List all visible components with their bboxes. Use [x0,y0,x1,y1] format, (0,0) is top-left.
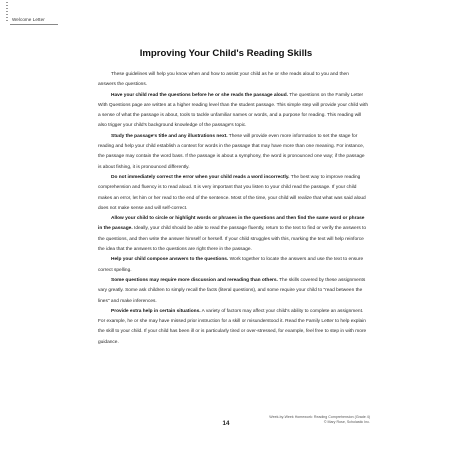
paragraph: Study the passage's title and any illustrations next. These will provide even more information to set the stage for reading and help your child establish a context for words in the passage that may have more than one meaning. For instance, the passage may contain the word bass. If the passage is about a symphony, the word is pronounced one way; if the passage is about fishing, it is pronounced differently. [98,133,365,170]
section-label: Welcome Letter [12,17,45,22]
paragraph: Some questions may require more discussion and rereading than others. The skills covered by these assignments vary greatly. Some ask children to simply recall the facts (literal questions), and some require your child to "read between the lines" and make inferences. [98,277,366,304]
article-body [98,70,368,348]
paragraph: Allow your child to circle or highlight words or phrases in the questions and then find the same word or phrase in the passage. Ideally, your child should be able to read the passage fluently, return to the text to find or verify the answers to the questions, and then write the answer himself or herself. If your child struggles with this, marking the text will help reinforce the idea that the answers to the questions are right there in the passage. [98,216,367,253]
header-divider [10,24,58,25]
paragraph: Provide extra help in certain situations. A variety of factors may affect your child's ability to complete an assignment. For example, he or she may have missed prior instruction for a skill or misunderstood it. Read the Family Letter to help explain the skill to your child. If your child has been ill or is particularly tired or over-stressed, for example, feel free to step in with more guidance. [98,308,367,345]
credit-line: Week-by-Week Homework: Reading Comprehension (Grade 4) [269,415,370,419]
page-number: 14 [222,420,230,427]
copyright-line: © Mary Rose, Scholastic Inc. [323,420,370,424]
page-edge-marker [6,2,8,22]
paragraph: Help your child compose answers to the questions. Work together to locate the answers and use the text to ensure correct spelling. [98,257,364,273]
page-title: Improving Your Child's Reading Skills [139,48,313,59]
paragraph: Do not immediately correct the error when your child reads a word incorrectly. The best way to improve reading comprehension and fluency is to read aloud. It is very important that you listen to your child read the passage. If your child makes an error, let him or her read to the end of the sentence. Most of the time, your child will realize that what was said aloud does not make sense and will self-correct. [98,174,366,211]
paragraph: These guidelines will help you know when and how to assist your child as he or she reads aloud to you and then answers the questions. [98,72,349,88]
paragraph: Have your child read the questions before he or she reads the passage aloud. The questions on the Family Letter With Questions page are written at a higher reading level than the student passage. This simple step will provide your child with a sense of what the passage is about, tools to tackle unfamiliar names or words, and a purpose for reading. This reading will also trigger your child's background knowledge of the passage's topic. [98,92,369,129]
